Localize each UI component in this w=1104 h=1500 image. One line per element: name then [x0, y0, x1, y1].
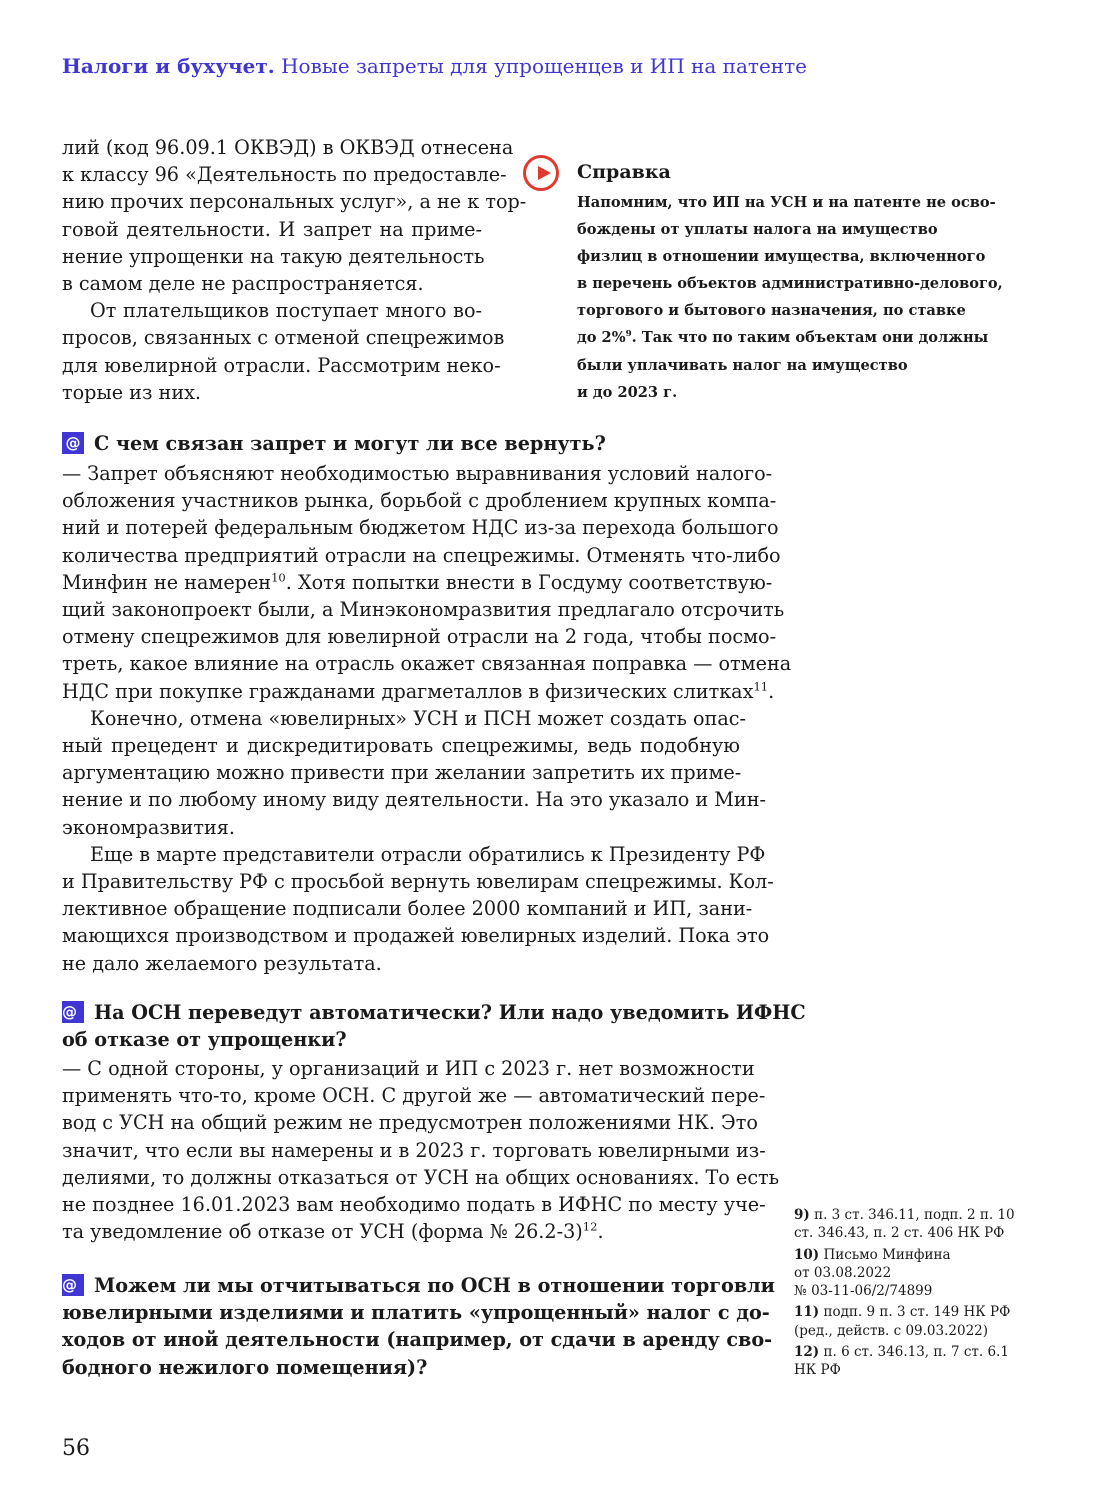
text-line: значит, что если вы намерены и в 2023 г. торговать ювелирными из- — [62, 1138, 766, 1162]
question-heading: @ На ОСН переведут автоматически? Или надо уведомить ИФНС об отказе от упрощенки? — [62, 1001, 806, 1052]
footnote: 11) подп. 9 п. 3 ст. 149 НК РФ (ред., действ. с 09.03.2022) — [794, 1304, 1011, 1339]
text-line: Еще в марте представители отрасли обратились к Президенту РФ — [90, 842, 766, 866]
text-line: и до 2023 г. — [577, 383, 678, 401]
text-line: не позднее 16.01.2023 вам необходимо подать в ИФНС по месту уче- — [62, 1193, 766, 1217]
question-heading: @ Можем ли мы отчитываться по ОСН в отношении торговли ювелирными изделиями и платить «упрощенный» налог с до- ходов от иной деятельности (например, от сдачи в аренду сво- бодного нежилого помещения)? — [62, 1274, 775, 1379]
text-line: физлиц в отношении имущества, включенного — [577, 248, 986, 266]
text-line: говой деятельности. И запрет на приме- — [62, 217, 482, 241]
text-line: Конечно, отмена «ювелирных» УСН и ПСН может создать опас- — [90, 706, 747, 730]
footnote-ref[interactable]: 11 — [753, 679, 769, 694]
text-line: бождены от уплаты налога на имущество — [577, 221, 938, 239]
text-line: щий законопроект были, а Минэкономразвития предлагало отсрочить — [62, 598, 785, 622]
text-line: та уведомление об отказе от УСН (форма № 26.2-3)$^{12}$. — [62, 1219, 604, 1244]
text-line: обложения участников рынка, борьбой с дроблением крупных компа- — [62, 489, 777, 513]
text-line: Минфин не намерен$^{10}$. Хотя попытки внести в Госдуму соответствую- — [62, 570, 773, 594]
left-column-text — [62, 134, 527, 406]
text-line: применять что-то, кроме ОСН. С другой же — автоматический пере- — [62, 1084, 766, 1108]
question-heading: @ С чем связан запрет и могут ли все вернуть? — [62, 430, 740, 457]
text-line: до 2%$^9$. Так что по таким объектам они должны — [577, 329, 989, 347]
text-line: треть, какое влияние на отрасль окажет связанная поправка — отмена — [62, 652, 792, 676]
text-line: нение упрощенки на такую деятельность — [62, 244, 485, 268]
answer-text — [62, 460, 792, 977]
footnote-ref[interactable]: 12 — [582, 1219, 598, 1234]
text-line: к классу 96 «Деятельность по предоставле- — [62, 163, 507, 187]
text-line: лективное обращение подписали более 2000 компаний и ИП, зани- — [62, 897, 753, 921]
text-line: мающихся производством и продажей ювелирных изделий. Пока это — [62, 924, 770, 948]
header-section: Налоги и бухучет. — [62, 54, 275, 78]
at-sign-icon: @ — [62, 1274, 84, 1296]
footnote: 12) п. 6 ст. 346.13, п. 7 ст. 6.1 НК РФ — [794, 1344, 1009, 1379]
text-line: отмену спецрежимов для ювелирной отрасли на 2 года, чтобы посмо- — [62, 625, 777, 649]
text-line: — С одной стороны, у организаций и ИП с 2023 г. нет возможности — [62, 1057, 755, 1080]
text-line: и Правительству РФ с просьбой вернуть ювелирам спецрежимы. Кол- — [62, 870, 774, 894]
header-title: Новые запреты для упрощенцев и ИП на патенте — [281, 54, 808, 78]
at-sign-icon: @ — [62, 432, 84, 454]
text-line: Напомним, что ИП на УСН и на патенте не осво- — [577, 194, 996, 211]
footnotes — [794, 1206, 1024, 1383]
text-line: ный прецедент и дискредитировать спецрежимы, ведь подобную — [62, 734, 740, 758]
text-line: — Запрет объясняют необходимостью выравнивания условий налого- — [62, 462, 773, 485]
text-line: нию прочих персональных услуг», а не к тор- — [62, 190, 527, 214]
running-header — [62, 54, 807, 78]
reference-text — [577, 189, 1013, 406]
text-line: торые из них. — [62, 380, 202, 404]
text-line: торгового и бытового назначения, по ставке — [577, 302, 966, 320]
text-line: аргументацию можно привести при желании запретить их приме- — [62, 761, 742, 785]
reference-title: Справка — [577, 161, 671, 183]
footnote: 9) п. 3 ст. 346.11, подп. 2 п. 10 ст. 346.43, п. 2 ст. 406 НК РФ — [794, 1207, 1015, 1242]
text-line: просов, связанных с отменой спецрежимов — [62, 326, 505, 350]
text-line: количества предприятий отрасли на спецрежимы. Отменять что-либо — [62, 543, 781, 567]
answer-text — [62, 1055, 780, 1245]
text-line: в перечень объектов административно-делового, — [577, 275, 1003, 293]
text-line: вод с УСН на общий режим не предусмотрен положениями НК. Это — [62, 1111, 758, 1135]
text-line: ний и потерей федеральным бюджетом НДС из-за перехода большого — [62, 516, 779, 540]
footnote-ref[interactable]: 10 — [271, 570, 286, 585]
text-line: нение и по любому иному виду деятельности. На это указало и Мин- — [62, 788, 766, 812]
at-sign-icon: @ — [62, 1001, 84, 1023]
text-line: не дало желаемого результата. — [62, 951, 382, 975]
play-circle-icon — [523, 155, 559, 191]
text-line: От плательщиков поступает много во- — [90, 299, 482, 323]
text-line: в самом деле не распространяется. — [62, 272, 424, 296]
text-line: делиями, то должны отказаться от УСН на общих основаниях. То есть — [62, 1165, 780, 1189]
text-line: были уплачивать налог на имущество — [577, 356, 908, 374]
text-line: экономразвития. — [62, 815, 235, 839]
text-line: для ювелирной отрасли. Рассмотрим неко- — [62, 353, 501, 377]
footnote-ref[interactable]: 9 — [625, 329, 632, 340]
text-line: лий (код 96.09.1 ОКВЭД) в ОКВЭД отнесена — [62, 136, 514, 159]
page-number: 56 — [62, 1436, 90, 1461]
footnote: 10) Письмо Минфина от 03.08.2022 № 03-11-06/2/74899 — [794, 1246, 951, 1300]
text-line: НДС при покупке гражданами драгметаллов в физических слитках$^{11}$. — [62, 679, 775, 703]
